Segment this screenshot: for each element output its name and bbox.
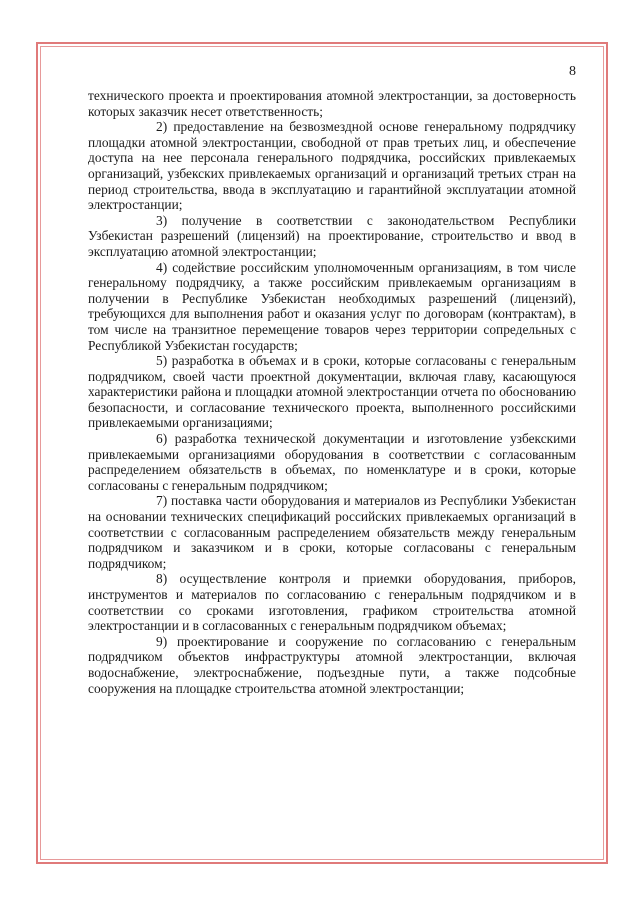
item-text: разработка в объемах и в сроки, которые согласованы с генеральным подрядчиком, своей части проектной документации, включая главу, касающуюся характеристики района и площадки атомной электростанции отчета по обоснованию безопасности, и согласование технического проекта, выполненного российскими привлекаемыми организациями;: [88, 353, 576, 431]
item-number: 7): [156, 493, 168, 509]
item-text: осуществление контроля и приемки оборудования, приборов, инструментов и материалов по согласованию с генеральным подрядчиком и в соответствии со сроками изготовления, графиком строительства атомной электростанции и в согласованных с генеральным подрядчиком объемах;: [88, 571, 576, 634]
item-text: разработка технической документации и изготовление узбекскими привлекаемыми организациями оборудования в соответствии с согласованным распределением обязательств в объемах, по номенклатуре и в сроки, которые согласованы с генеральным подрядчиком;: [88, 431, 576, 493]
document-body: [88, 88, 576, 696]
item-number: 2): [156, 119, 168, 135]
item-number: 8): [156, 571, 168, 587]
item-text: проектирование и сооружение по согласованию с генеральным подрядчиком объектов инфраструктуры атомной электростанции, включая водоснабжение, электроснабжение, подъездные пути, а также подсобные сооружения на площадке строительства атомной электростанции;: [88, 633, 576, 696]
list-item-6: [88, 431, 576, 493]
page-number: 8: [569, 64, 576, 79]
item-number: 9): [156, 633, 168, 649]
item-text: содействие российским уполномоченным организациям, в том числе генеральному подрядчику, а также российским привлекаемым организациям в получении в Республике Узбекистан необходимых разрешений (лицензий), требующихся для выполнения работ и оказания услуг по договорам (контрактам), в том числе на транзитное перемещение товаров через территории сопредельных с Республикой Узбекистан государств;: [88, 259, 577, 353]
list-item-3: [88, 213, 576, 260]
item-number: 5): [156, 353, 168, 369]
list-item-4: [88, 260, 576, 354]
item-text: поставка части оборудования и материалов из Республики Узбекистан на основании технических спецификаций российских привлекаемых организаций в соответствии с согласованным распределением обязательств между генеральным подрядчиком и заказчиком и в сроки, которые согласованы с генеральным подрядчиком;: [88, 493, 576, 571]
item-number: 4): [156, 259, 168, 275]
list-item-7: [88, 493, 576, 571]
list-item-9: [88, 634, 576, 696]
list-item-5: [88, 353, 576, 431]
list-item-8: [88, 571, 576, 633]
item-text: предоставление на безвозмездной основе генеральному подрядчику площадки атомной электростанции, свободной от прав третьих лиц, и обеспечение доступа на нее персонала генерального подрядчика, российских привлекаемых организаций, узбекских привлекаемых организаций и организаций третьих стран на период строительства, ввода в эксплуатацию и гарантийной эксплуатации атомной электростанции;: [88, 119, 576, 213]
item-number: 3): [156, 212, 168, 228]
list-item-2: [88, 119, 576, 213]
paragraph-continuation: [88, 88, 576, 119]
item-number: 6): [156, 431, 168, 447]
paragraph-text: технического проекта и проектирования атомной электростанции, за достоверность которых заказчик несет ответственность;: [88, 88, 576, 119]
item-text: получение в соответствии с законодательством Республики Узбекистан разрешений (лицензий) на проектирование, строительство и ввод в эксплуатацию атомной электростанции;: [88, 212, 576, 259]
